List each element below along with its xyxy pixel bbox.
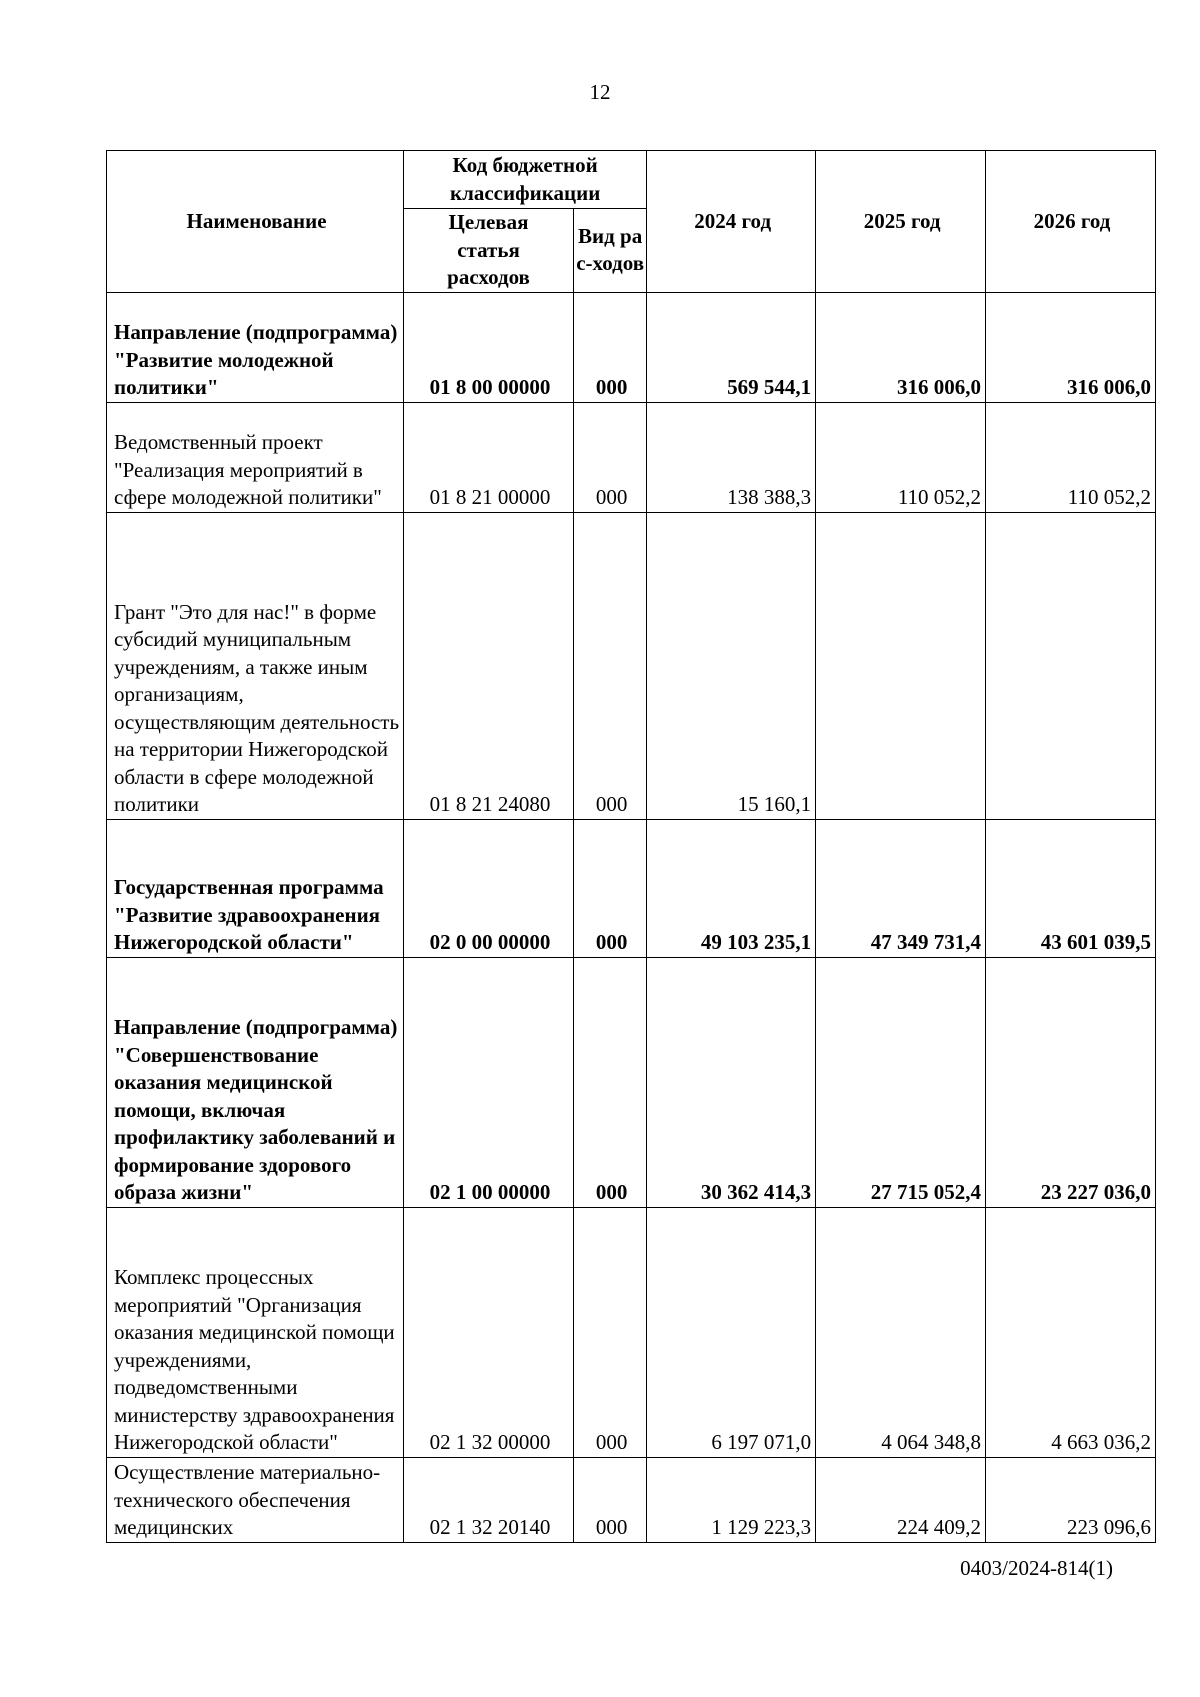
row-2024: 6 197 071,0 (647, 1207, 816, 1457)
budget-table (106, 150, 1156, 1543)
row-2024: 138 388,3 (647, 402, 816, 512)
row-2024: 1 129 223,3 (647, 1457, 816, 1542)
table-row (107, 512, 1156, 819)
row-2024: 30 362 414,3 (647, 957, 816, 1207)
row-2024: 15 160,1 (647, 512, 816, 819)
header-expense-kind: Вид рас-ходов (573, 209, 646, 293)
row-2025: 27 715 052,4 (816, 957, 986, 1207)
row-2026: 43 601 039,5 (986, 819, 1156, 957)
row-kind: 000 (573, 957, 646, 1207)
table-row (107, 957, 1156, 1207)
row-kind: 000 (573, 292, 646, 402)
row-2025 (816, 512, 986, 819)
header-kbk: Код бюджетной классификации (404, 151, 647, 209)
row-2026: 223 096,6 (986, 1457, 1156, 1542)
row-name: Ведомственный проект "Реализация мероприятий в сфере молодежной политики" (107, 402, 404, 512)
row-2026: 110 052,2 (986, 402, 1156, 512)
row-code: 02 1 32 00000 (404, 1207, 574, 1457)
table-row (107, 1207, 1156, 1457)
row-2026 (986, 512, 1156, 819)
row-kind: 000 (573, 1457, 646, 1542)
row-code: 01 8 21 24080 (404, 512, 574, 819)
row-2025: 316 006,0 (816, 292, 986, 402)
row-kind: 000 (573, 512, 646, 819)
row-name: Государственная программа "Развитие здравоохранения Нижегородской области" (107, 819, 404, 957)
row-2024: 49 103 235,1 (647, 819, 816, 957)
row-name: Комплекс процессных мероприятий "Организация оказания медицинской помощи учреждениями, подведомственными министерству здравоохранения Нижегородской области" (107, 1207, 404, 1457)
document-code: 0403/2024-814(1) (960, 1556, 1113, 1580)
header-2026: 2026 год (986, 151, 1156, 293)
row-name: Грант "Это для нас!" в форме субсидий муниципальным учреждениям, а также иным организациям, осуществляющим деятельность на территории Нижегородской области в сфере молодежной политики (107, 512, 404, 819)
row-name: Направление (подпрограмма) "Развитие молодежной политики" (107, 292, 404, 402)
row-name: Направление (подпрограмма) "Совершенствование оказания медицинской помощи, включая профилактику заболеваний и формирование здорового образа жизни" (107, 957, 404, 1207)
row-name: Осуществление материально-технического обеспечения медицинских (107, 1457, 404, 1542)
table-row (107, 402, 1156, 512)
table-row (107, 819, 1156, 957)
table-row (107, 292, 1156, 402)
table-row (107, 1457, 1156, 1542)
page-number: 12 (589, 80, 611, 104)
row-code: 01 8 00 00000 (404, 292, 574, 402)
row-2024: 569 544,1 (647, 292, 816, 402)
header-target-article: Целевая статья расходов (404, 209, 574, 293)
row-2026: 4 663 036,2 (986, 1207, 1156, 1457)
row-2025: 47 349 731,4 (816, 819, 986, 957)
row-kind: 000 (573, 402, 646, 512)
row-kind: 000 (573, 819, 646, 957)
row-kind: 000 (573, 1207, 646, 1457)
header-2024: 2024 год (647, 151, 816, 293)
row-2025: 110 052,2 (816, 402, 986, 512)
row-2025: 224 409,2 (816, 1457, 986, 1542)
row-code: 02 0 00 00000 (404, 819, 574, 957)
row-2025: 4 064 348,8 (816, 1207, 986, 1457)
header-2025: 2025 год (816, 151, 986, 293)
row-code: 02 1 00 00000 (404, 957, 574, 1207)
row-code: 02 1 32 20140 (404, 1457, 574, 1542)
row-2026: 23 227 036,0 (986, 957, 1156, 1207)
row-code: 01 8 21 00000 (404, 402, 574, 512)
header-name: Наименование (107, 151, 404, 293)
row-2026: 316 006,0 (986, 292, 1156, 402)
